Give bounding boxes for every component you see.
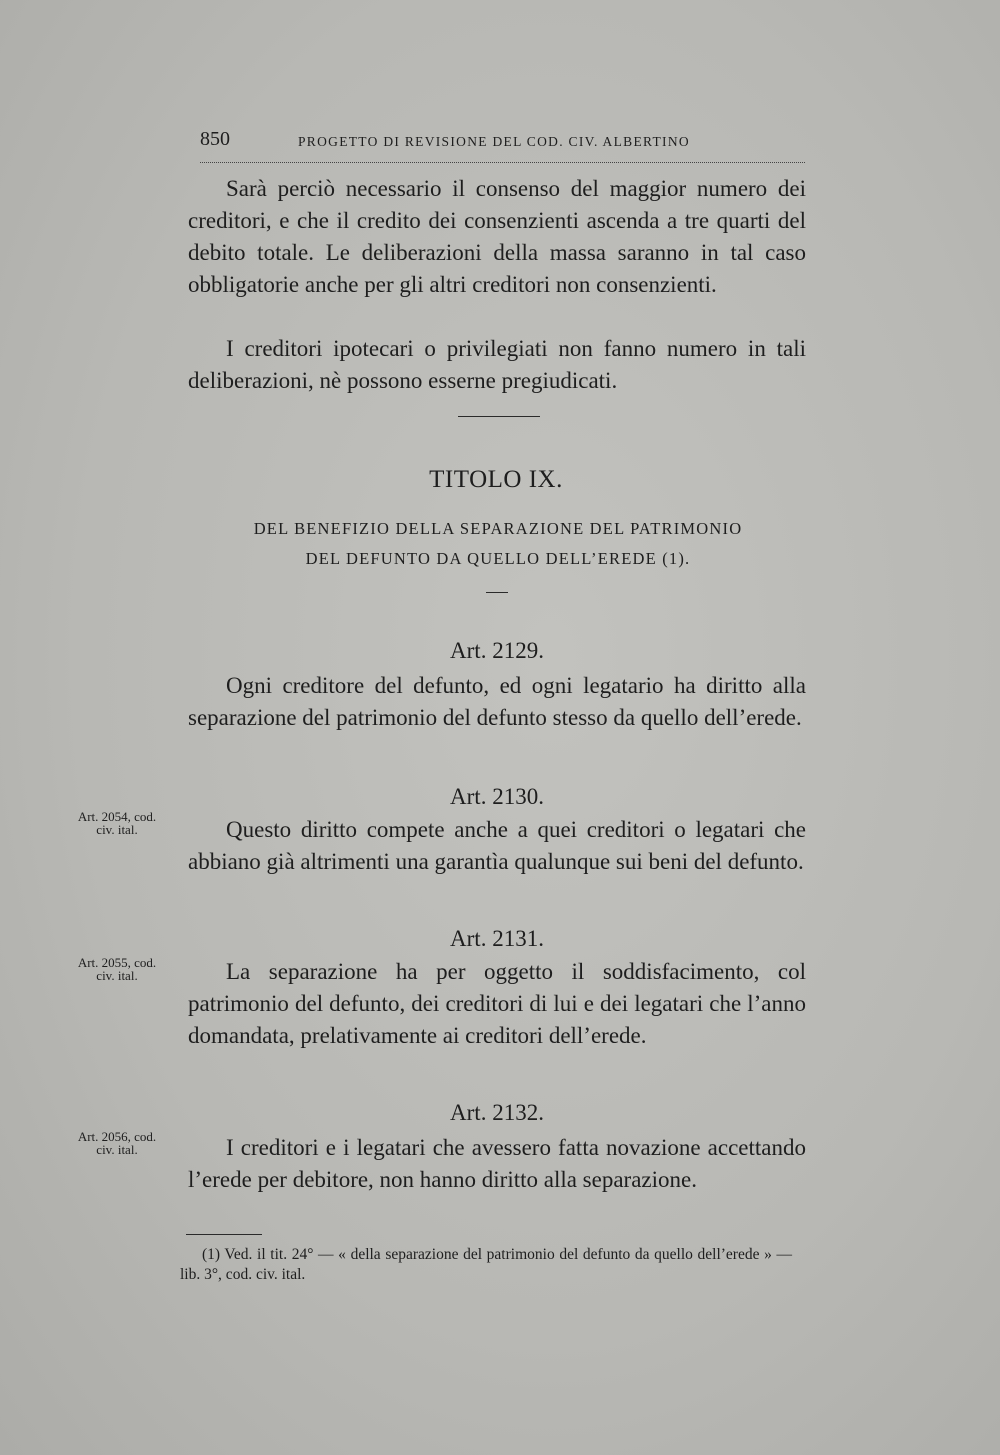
intro-paragraph-1: Sarà perciò necessario il consenso del maggior numero dei creditori, e che il credito dei consenzienti ascenda a tre quarti del debito totale. Le deliberazioni della massa saranno in tal caso obbligatorie anche per gli altri creditori non consenzienti. [188, 176, 806, 297]
intro-paragraph-2: I creditori ipotecari o privilegiati non fanno numero in tali deliberazioni, nè possono esserne pregiudicati. [188, 336, 806, 393]
article-2129-text: Ogni creditore del defunto, ed ogni legatario ha diritto alla separazione del patrimonio del defunto stesso da quello dell’erede. [188, 673, 806, 730]
footnote: (1) Ved. il tit. 24° — « della separazione del patrimonio del defunto da quello dell’erede » — lib. 3°, cod. civ. ital. [180, 1246, 792, 1283]
title-heading [0, 466, 1000, 494]
article-2130-heading: Art. 2130. [450, 784, 544, 809]
subtitle-line-2: DEL DEFUNTO DA QUELLO DELL’EREDE (1). [305, 549, 691, 568]
article-2131-margin-reference [62, 956, 172, 982]
section-divider-rule [458, 416, 540, 417]
title-heading-text: TITOLO IX. [429, 466, 563, 493]
running-header [200, 128, 805, 163]
running-title: PROGETTO DI REVISIONE DEL COD. CIV. ALBERTINO [298, 134, 690, 149]
footnote-rule [186, 1234, 262, 1235]
margin-ref-line-1: Art. 2054, cod. [77, 809, 157, 824]
margin-ref-line-1: Art. 2055, cod. [77, 955, 157, 970]
margin-ref-line-2: civ. ital. [96, 1142, 138, 1157]
article-2130-margin-reference [62, 810, 172, 836]
article-2132-margin-reference [62, 1130, 172, 1156]
article-2130-text: Questo diritto compete anche a quei creditori o legatari che abbiano già altrimenti una garantìa qualunque sui beni del defunto. [188, 817, 806, 874]
page-number: 850 [200, 128, 230, 150]
article-2131-text: La separazione ha per oggetto il soddisfacimento, col patrimonio del defunto, dei creditori di lui e dei legatari che l’anno domandata, prelativamente ai creditori dell’erede. [188, 959, 806, 1048]
margin-ref-line-2: civ. ital. [96, 822, 138, 837]
article-2131-heading: Art. 2131. [450, 926, 544, 951]
margin-ref-line-2: civ. ital. [96, 968, 138, 983]
margin-ref-line-1: Art. 2056, cod. [77, 1129, 157, 1144]
title-subtitle [190, 514, 806, 574]
subtitle-line-1: DEL BENEFIZIO DELLA SEPARAZIONE DEL PATRIMONIO [253, 519, 743, 538]
article-2132-text: I creditori e i legatari che avessero fatta novazione accettando l’erede per debitore, non hanno diritto alla separazione. [188, 1135, 806, 1192]
article-2132-heading: Art. 2132. [450, 1100, 544, 1125]
article-2129-heading: Art. 2129. [450, 638, 544, 663]
title-dash [486, 592, 508, 593]
